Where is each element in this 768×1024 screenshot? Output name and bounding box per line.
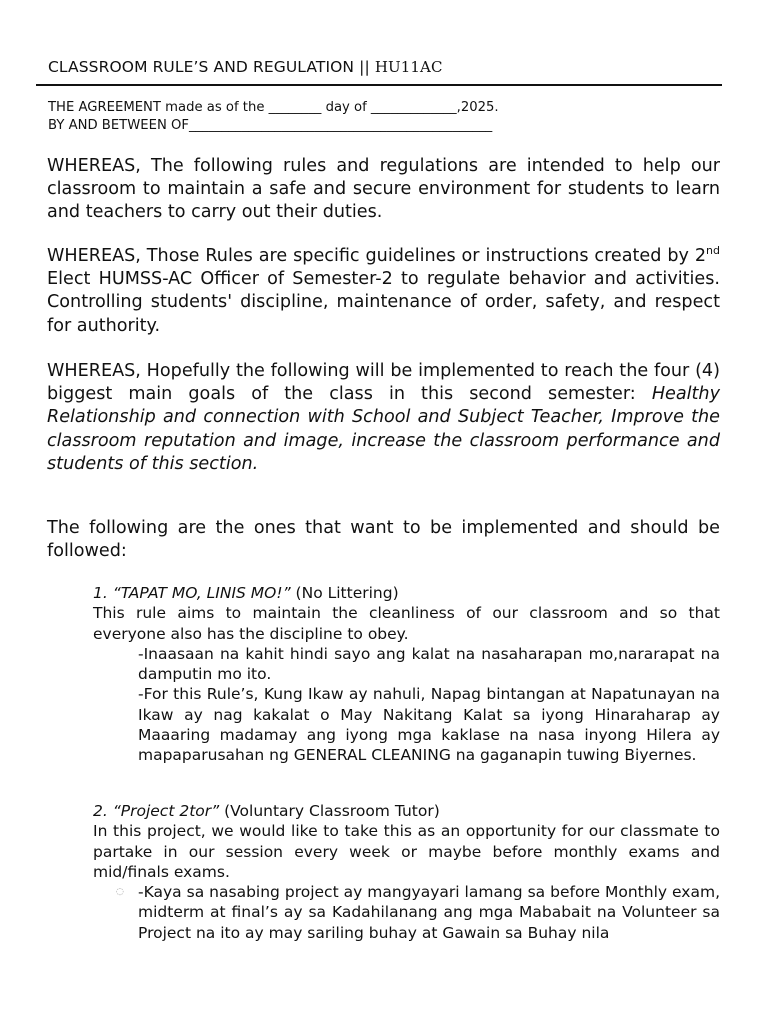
- ordinal-suffix: nd: [706, 244, 720, 257]
- whereas-paragraph-2: [47, 245, 720, 338]
- rule-2-description: In this project, we would like to take this as an opportunity for our classmate to partake in our session every week or maybe before monthly exams and mid/finals exams.: [93, 822, 720, 881]
- agreement-parties-line: BY AND BETWEEN OF______________________________________________: [48, 118, 493, 133]
- class-goals: Healthy Relationship and connection with School and Subject Teacher, Improve the classroom reputation and image, increase the classroom performance and students of this section.: [47, 384, 720, 474]
- rule-2-note-1: ◌ -Kaya sa nasabing project ay mangyayari lamang sa before Monthly exam, midterm at final’s ay sa Kadahilanang ang mga Mababait na Volunteer sa Project na ito ay may sariling buhay at Gawain sa Buhay nila: [116, 883, 720, 942]
- rule-1-note-1: -Inaasaan na kahit hindi sayo ang kalat na nasaharapan mo,nararapat na damputin mo ito.: [138, 644, 720, 684]
- rule-item-2: [93, 801, 720, 943]
- document-title: CLASSROOM RULE’S AND REGULATION ||: [48, 58, 370, 76]
- agreement-block: [48, 99, 728, 135]
- whereas-3-pre: WHEREAS, Hopefully the following will be implemented to reach the four (4) biggest main goals of the class in this second semester:: [47, 361, 720, 405]
- rule-2-subtitle: (Voluntary Classroom Tutor): [219, 802, 440, 820]
- whereas-2-pre: WHEREAS, Those Rules are specific guidelines or instructions created by 2: [47, 246, 707, 266]
- intro-paragraph: The following are the ones that want to be implemented and should be followed:: [47, 518, 720, 562]
- rule-item-1: [93, 583, 720, 766]
- rule-1-note-2: -For this Rule’s, Kung Ikaw ay nahuli, Napag bintangan at Napatunayan na Ikaw ay nag kakalat o May Nakitang Kalat sa iyong Hinaraharap ay Maaaring madamay ang iyong mga kaklase na nasa inyong Hilera ay mapaparusahan ng GENERAL CLEANING na gaganapin tuwing Biyernes.: [138, 685, 720, 765]
- rule-1-number: 1.: [93, 584, 108, 602]
- rule-1-description: This rule aims to maintain the cleanliness of our classroom and so that everyone also has the discipline to obey.: [93, 604, 720, 643]
- agreement-date-line: THE AGREEMENT made as of the ________ day of _____________,2025.: [48, 100, 499, 115]
- bullet-icon: ◌: [116, 887, 124, 898]
- rule-1-name: “TAPAT MO, LINIS MO!”: [112, 584, 291, 602]
- whereas-2-post: Elect HUMSS-AC Officer of Semester-2 to regulate behavior and activities. Controlling students' discipline, maintenance of order, safety, and respect for authority.: [47, 269, 720, 336]
- rule-1-subtitle: (No Littering): [290, 584, 399, 602]
- rule-2-title: [93, 801, 720, 821]
- whereas-paragraph-1: WHEREAS, The following rules and regulations are intended to help our classroom to maintain a safe and secure environment for students to learn and teachers to carry out their duties.: [47, 156, 720, 223]
- rule-1-title: [93, 583, 720, 603]
- rule-2-number: 2.: [93, 802, 108, 820]
- whereas-paragraph-3: [47, 360, 720, 476]
- section-code: HU11AC: [374, 58, 443, 76]
- document-header: [48, 58, 720, 76]
- rule-2-name: “Project 2tor”: [112, 802, 220, 820]
- header-divider: [36, 84, 722, 86]
